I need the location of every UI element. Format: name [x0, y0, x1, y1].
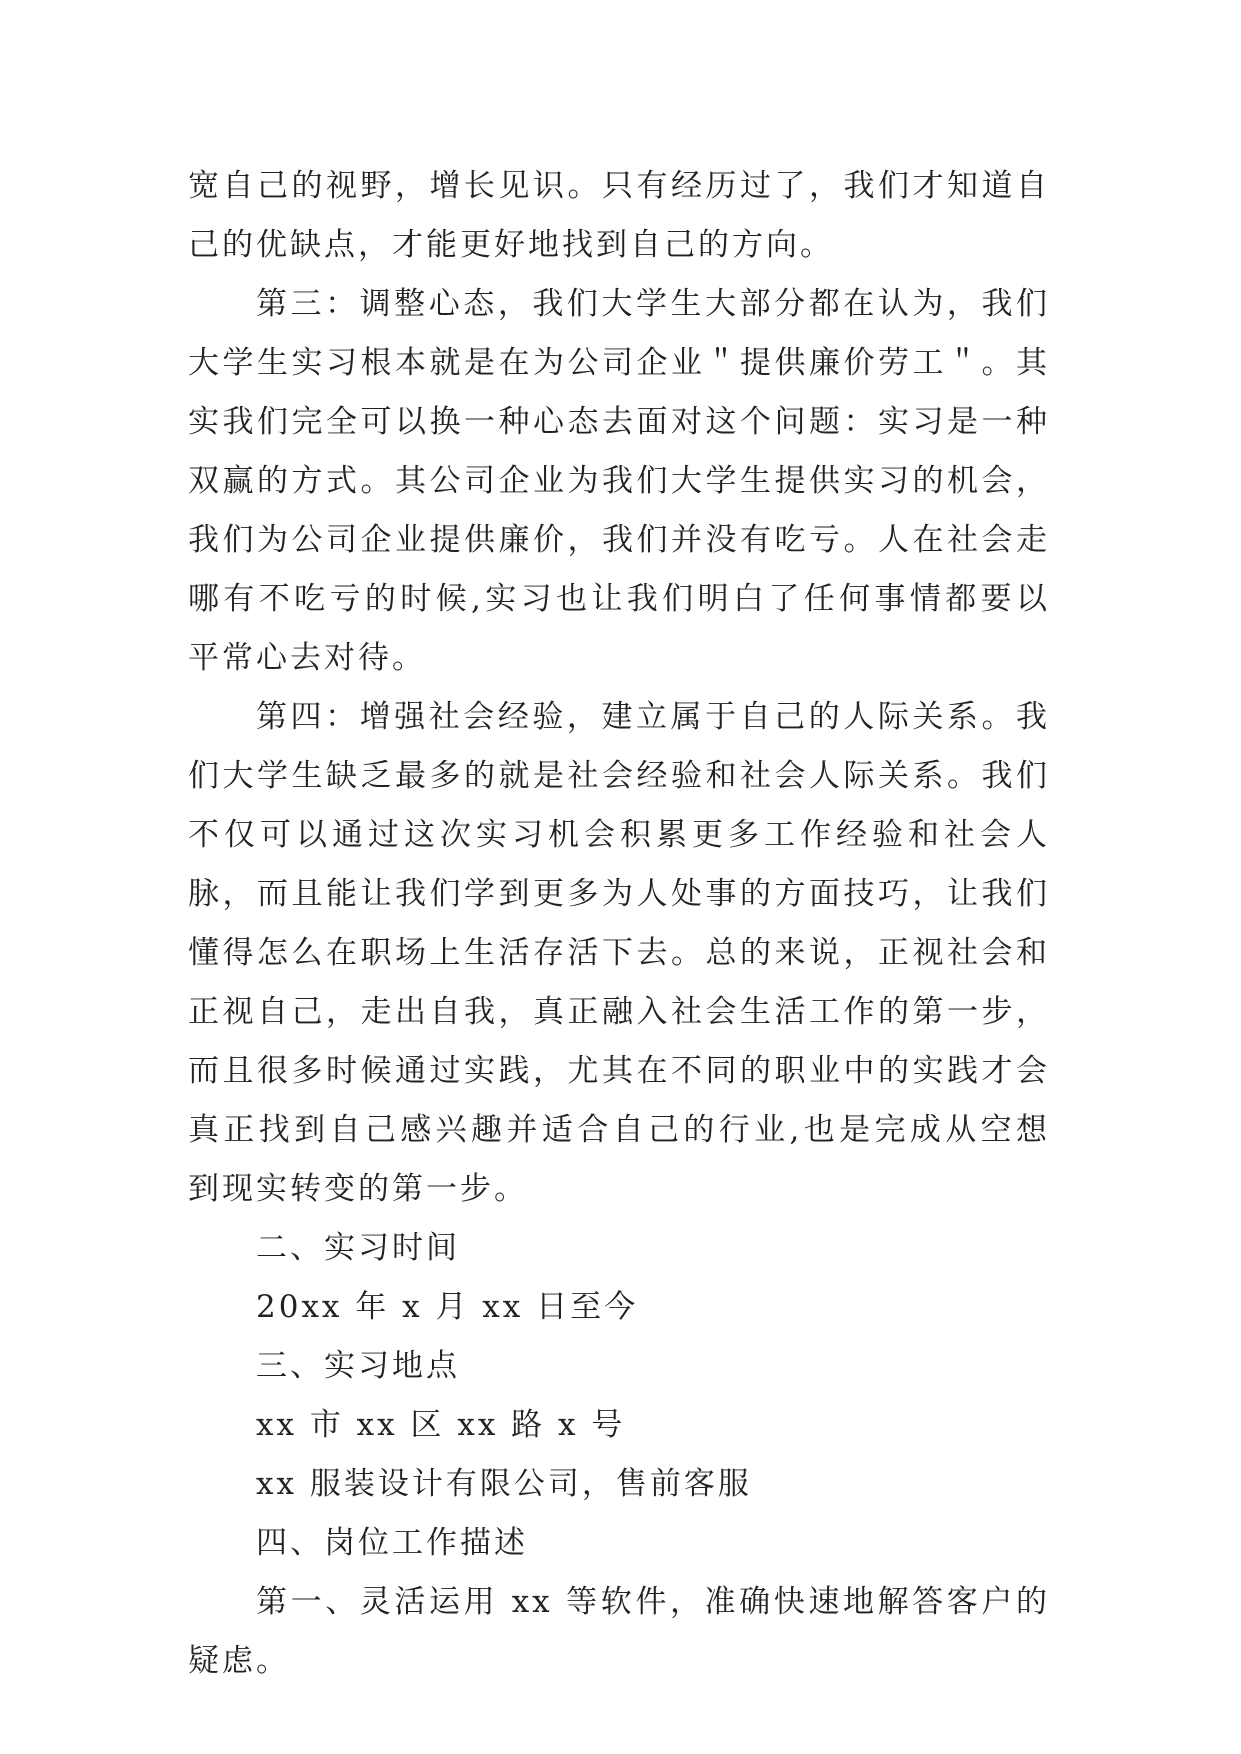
heading-internship-location: 三、实习地点 — [256, 1348, 460, 1384]
internship-company: xx 服装设计有限公司，售前客服 — [256, 1466, 752, 1502]
internship-date: 20xx 年 x 月 xx 日至今 — [256, 1289, 639, 1325]
job-description-item-one: 第一、灵活运用 xx 等软件，准确快速地解答客户的疑虑。 — [188, 1584, 1050, 1679]
heading-job-description: 四、岗位工作描述 — [256, 1525, 528, 1561]
internship-address: xx 市 xx 区 xx 路 x 号 — [256, 1407, 626, 1443]
document-body — [188, 157, 1050, 1691]
paragraph-point-four: 第四：增强社会经验，建立属于自己的人际关系。我们大学生缺乏最多的就是社会经验和社会人际关系。我们不仅可以通过这次实习机会积累更多工作经验和社会人脉，而且能让我们学到更多为人处事的方面技巧，让我们懂得怎么在职场上生活存活下去。总的来说，正视社会和正视自己，走出自我，真正融入社会生活工作的第一步，而且很多时候通过实践，尤其在不同的职业中的实践才会真正找到自己感兴趣并适合自己的行业,也是完成从空想到现实转变的第一步。 — [188, 699, 1050, 1207]
heading-internship-time: 二、实习时间 — [256, 1230, 460, 1266]
paragraph-point-three: 第三：调整心态，我们大学生大部分都在认为，我们大学生实习根本就是在为公司企业＂提供廉价劳工＂。其实我们完全可以换一种心态去面对这个问题：实习是一种双赢的方式。其公司企业为我们大学生提供实习的机会，我们为公司企业提供廉价，我们并没有吃亏。人在社会走哪有不吃亏的时候,实习也让我们明白了任何事情都要以平常心去对待。 — [188, 286, 1050, 676]
paragraph-continuation: 宽自己的视野，增长见识。只有经历过了，我们才知道自己的优缺点，才能更好地找到自己的方向。 — [188, 168, 1050, 263]
